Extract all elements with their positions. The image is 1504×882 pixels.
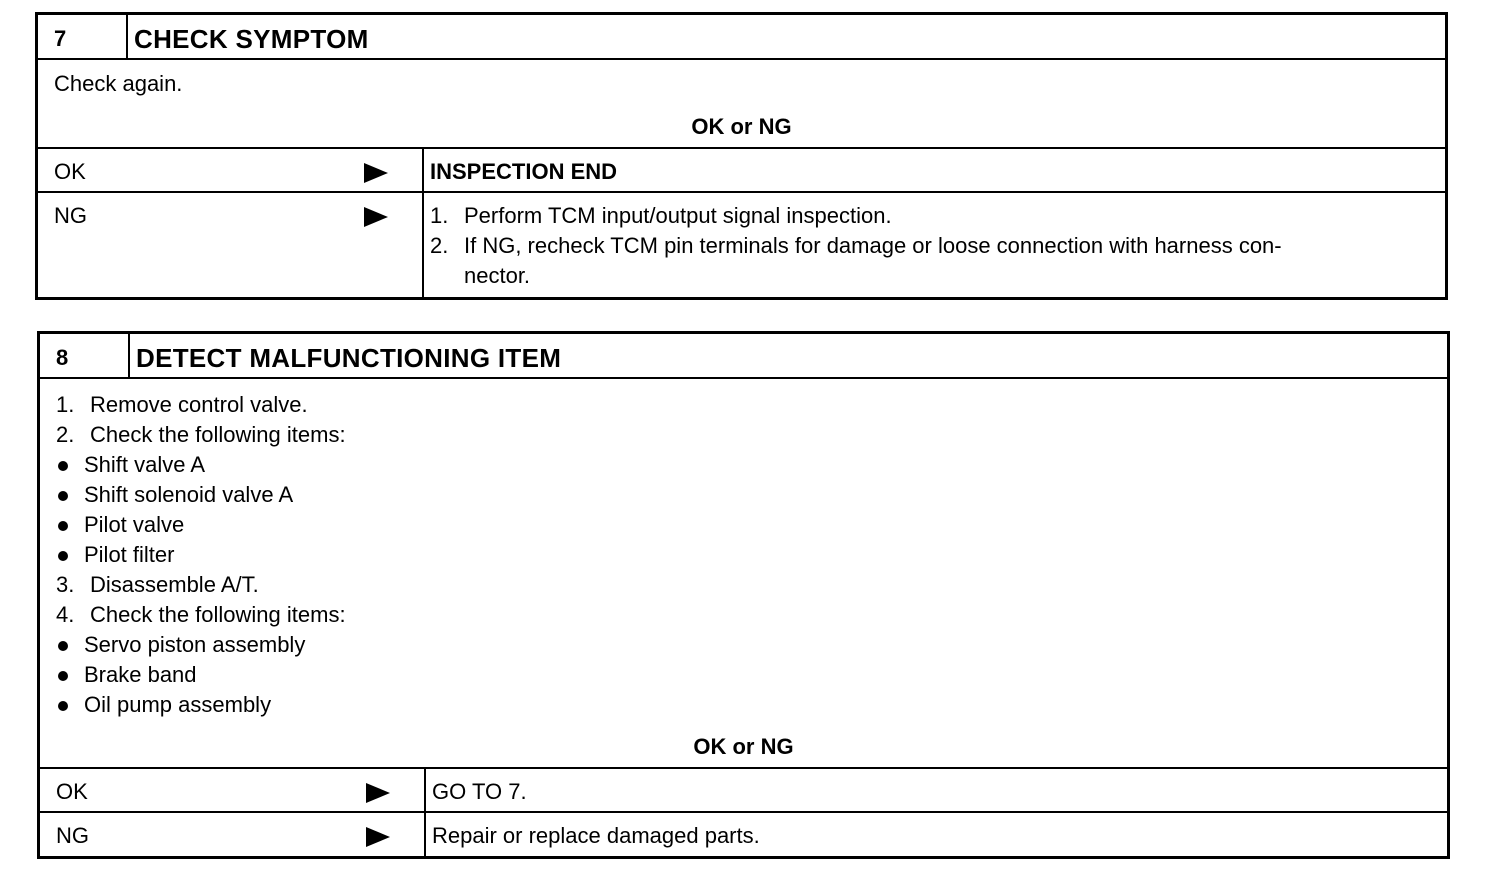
step-8-ok-ng-label: OK or NG [693, 734, 794, 759]
numbered-step [56, 390, 346, 420]
step-7-panel [35, 12, 1448, 300]
ng-step: 1. Perform TCM input/output signal inspection. [430, 203, 892, 228]
line-text: Check the following items: [90, 602, 346, 627]
ok-label: OK [54, 159, 86, 184]
ng-step: 2. If NG, recheck TCM pin terminals for damage or loose connection with harness con- [430, 233, 1282, 258]
bullet-item [56, 660, 346, 690]
bullet-item [56, 450, 346, 480]
ok-result: GO TO 7. [432, 779, 527, 804]
ok-cell [38, 149, 424, 191]
bullet-item [56, 510, 346, 540]
step-8-header [40, 334, 1447, 379]
step-number: 2. [56, 422, 75, 447]
step-8-title: DETECT MALFUNCTIONING ITEM [136, 343, 562, 373]
step-7-header [38, 15, 1445, 60]
instruction-text: Check again. [54, 71, 183, 96]
arrow-right-icon [364, 163, 388, 183]
line-text: Shift valve A [84, 452, 206, 477]
bullet-icon [56, 480, 84, 510]
ng-label: NG [56, 823, 89, 848]
line-text: Brake band [84, 662, 197, 687]
ok-label: OK [56, 779, 88, 804]
step-number: 3. [56, 572, 75, 597]
line-text: Pilot valve [84, 512, 185, 537]
bullet-icon [56, 690, 84, 720]
line-text: Shift solenoid valve A [84, 482, 294, 507]
step-8-instructions [56, 390, 346, 720]
step-8-ng-row [40, 811, 1447, 856]
line-text: Check the following items: [90, 422, 346, 447]
bullet-icon [56, 660, 84, 690]
step-8-ok-row [40, 767, 1447, 811]
ng-label: NG [54, 203, 87, 228]
bullet-item [56, 690, 346, 720]
step-8-number: 8 [40, 334, 130, 377]
ok-result: INSPECTION END [430, 159, 618, 184]
bullet-icon [56, 510, 84, 540]
step-number: 4. [56, 602, 75, 627]
bullet-item [56, 480, 346, 510]
step-7-ok-row [38, 147, 1445, 191]
bullet-item [56, 630, 346, 660]
arrow-right-icon [364, 207, 388, 227]
numbered-step [56, 600, 346, 630]
arrow-right-icon [366, 827, 390, 847]
line-text: Servo piston assembly [84, 632, 306, 657]
line-text: Pilot filter [84, 542, 175, 567]
step-7-ok-ng-label: OK or NG [691, 114, 792, 139]
bullet-item [56, 540, 346, 570]
ng-step-continuation: nector. [464, 263, 531, 288]
step-number: 1. [56, 392, 75, 417]
ng-cell [40, 813, 426, 856]
bullet-icon [56, 450, 84, 480]
bullet-icon [56, 540, 84, 570]
ng-steps [430, 201, 1425, 291]
step-7-title: CHECK SYMPTOM [134, 24, 369, 54]
numbered-step [56, 570, 346, 600]
numbered-step [56, 420, 346, 450]
step-7-instruction [54, 69, 182, 99]
line-text: Remove control valve. [90, 392, 308, 417]
line-text: Disassemble A/T. [90, 572, 259, 597]
step-8-panel [37, 331, 1450, 859]
ng-cell [38, 193, 424, 297]
step-7-number: 7 [38, 15, 128, 58]
arrow-right-icon [366, 783, 390, 803]
bullet-icon [56, 630, 84, 660]
ng-result: Repair or replace damaged parts. [432, 823, 760, 848]
line-text: Oil pump assembly [84, 692, 272, 717]
step-7-ng-row [38, 191, 1445, 297]
ok-cell [40, 769, 426, 811]
